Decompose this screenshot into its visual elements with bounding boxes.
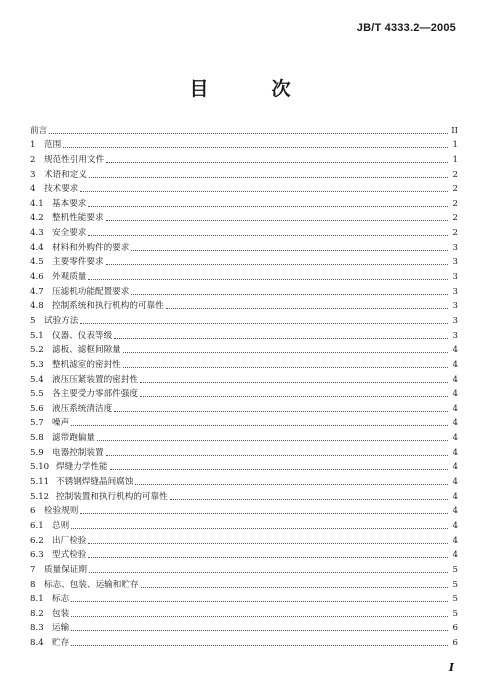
dot-leader xyxy=(110,468,448,470)
toc-entry-title: 材料和外购件的要求 xyxy=(52,242,130,253)
toc-entry-number: 5.9 xyxy=(30,447,44,458)
toc-entry-number: 3 xyxy=(30,169,36,180)
dot-leader xyxy=(123,366,448,368)
toc-entry-title: 型式检验 xyxy=(52,550,87,561)
dot-leader xyxy=(131,249,448,251)
page-number: I xyxy=(448,661,454,674)
toc-entry-title: 安全要求 xyxy=(52,228,87,239)
toc-entry-page: 3 xyxy=(452,272,458,283)
toc-entry[interactable] xyxy=(30,459,458,474)
dot-leader xyxy=(88,205,448,207)
toc-entry[interactable] xyxy=(30,268,458,283)
toc-entry-page: 2 xyxy=(452,198,458,209)
toc-entry-number: 6.1 xyxy=(30,520,44,531)
toc-entry-title: 整机性能要求 xyxy=(52,213,104,224)
toc-entry-title: 规范性引用文件 xyxy=(44,154,105,165)
toc-entry-page: 4 xyxy=(452,506,458,517)
toc-entry-page: 4 xyxy=(452,359,458,370)
toc-entry[interactable] xyxy=(30,195,458,210)
toc-entry-page: 2 xyxy=(452,213,458,224)
toc-entry-page: 2 xyxy=(452,184,458,195)
toc-entry[interactable] xyxy=(30,488,458,503)
toc-entry-title: 滤板、滤框间隙量 xyxy=(52,345,121,356)
toc-entry-title: 控制系统和执行机构的可靠性 xyxy=(52,301,164,312)
toc-entry-number: 8.1 xyxy=(30,594,44,605)
toc-entry-number: 5.5 xyxy=(30,389,44,400)
standard-code: JB/T 4333.2—2005 xyxy=(356,22,456,34)
dot-leader xyxy=(63,146,448,148)
toc-entry-number: 5.8 xyxy=(30,433,44,444)
table-of-contents xyxy=(30,122,458,649)
toc-entry-page: 3 xyxy=(452,330,458,341)
dot-leader xyxy=(106,161,448,163)
toc-entry-number: 5.4 xyxy=(30,374,44,385)
toc-entry-title: 试验方法 xyxy=(44,315,79,326)
toc-entry-number: 5.2 xyxy=(30,345,44,356)
toc-entry[interactable] xyxy=(30,122,458,137)
toc-entry[interactable] xyxy=(30,400,458,415)
toc-entry[interactable] xyxy=(30,503,458,518)
toc-entry-number: 5.11 xyxy=(30,477,50,488)
toc-entry-page: 5 xyxy=(452,564,458,575)
toc-entry-number: 8 xyxy=(30,579,36,590)
toc-entry[interactable] xyxy=(30,473,458,488)
toc-entry-title: 电器控制装置 xyxy=(52,447,104,458)
dot-leader xyxy=(97,439,448,441)
toc-entry[interactable] xyxy=(30,576,458,591)
dot-leader xyxy=(88,234,448,236)
toc-entry-page: 3 xyxy=(452,286,458,297)
dot-leader xyxy=(106,263,448,265)
toc-entry[interactable] xyxy=(30,327,458,342)
toc-entry-page: 3 xyxy=(452,315,458,326)
toc-entry[interactable] xyxy=(30,386,458,401)
toc-entry[interactable] xyxy=(30,210,458,225)
toc-entry-page: 4 xyxy=(452,491,458,502)
toc-entry[interactable] xyxy=(30,605,458,620)
toc-entry-number: 4.8 xyxy=(30,301,44,312)
dot-leader xyxy=(106,454,448,456)
dot-leader xyxy=(80,190,448,192)
toc-entry-title: 控制装置和执行机构的可靠性 xyxy=(56,491,168,502)
toc-entry-title: 压滤机功能配置要求 xyxy=(52,286,130,297)
dot-leader xyxy=(106,219,448,221)
dot-leader xyxy=(140,395,448,397)
toc-entry-page: 2 xyxy=(452,228,458,239)
toc-entry-number: 5.3 xyxy=(30,359,44,370)
toc-entry-page: 4 xyxy=(452,433,458,444)
toc-entry-number: 4.2 xyxy=(30,213,44,224)
toc-entry-number: 5.7 xyxy=(30,418,44,429)
dot-leader xyxy=(141,586,448,588)
toc-entry-title: 术语和定义 xyxy=(44,169,87,180)
toc-entry-number: 6 xyxy=(30,506,36,517)
dot-leader xyxy=(114,337,448,339)
toc-entry-number: 8.2 xyxy=(30,608,44,619)
dot-leader xyxy=(89,176,448,178)
toc-entry-number: 5.12 xyxy=(30,491,50,502)
toc-entry-title: 基本要求 xyxy=(52,198,87,209)
dot-leader xyxy=(89,571,448,573)
toc-entry-page: 6 xyxy=(452,638,458,649)
toc-entry[interactable] xyxy=(30,166,458,181)
dot-leader xyxy=(88,278,448,280)
toc-entry-title: 包装 xyxy=(52,608,70,619)
toc-entry-page: 5 xyxy=(452,594,458,605)
dot-leader xyxy=(71,615,448,617)
toc-entry-title: 噪声 xyxy=(52,418,70,429)
toc-entry[interactable] xyxy=(30,283,458,298)
toc-entry-title: 不锈钢焊缝晶间腐蚀 xyxy=(56,477,134,488)
toc-entry-title: 主要零件要求 xyxy=(52,257,104,268)
dot-leader xyxy=(166,307,448,309)
toc-entry-page: 3 xyxy=(452,257,458,268)
toc-entry-number: 8.3 xyxy=(30,623,44,634)
toc-entry[interactable] xyxy=(30,561,458,576)
toc-entry[interactable] xyxy=(30,181,458,196)
toc-entry-number: 5.1 xyxy=(30,330,44,341)
toc-entry[interactable] xyxy=(30,342,458,357)
toc-entry-number: 4.5 xyxy=(30,257,44,268)
dot-leader xyxy=(80,512,448,514)
toc-entry-title: 技术要求 xyxy=(44,184,79,195)
toc-entry-title: 范围 xyxy=(44,140,62,151)
dot-leader xyxy=(135,483,448,485)
toc-entry-title: 焊缝力学性能 xyxy=(56,462,108,473)
toc-entry-number: 4.3 xyxy=(30,228,44,239)
dot-leader xyxy=(123,351,448,353)
toc-entry[interactable] xyxy=(30,634,458,649)
toc-entry[interactable] xyxy=(30,415,458,430)
toc-entry-page: 4 xyxy=(452,462,458,473)
dot-leader xyxy=(71,644,448,646)
toc-entry-title: 标志 xyxy=(52,594,70,605)
dot-leader xyxy=(49,132,448,134)
toc-entry-page: 1 xyxy=(452,140,458,151)
toc-entry-page: 4 xyxy=(452,374,458,385)
toc-entry[interactable] xyxy=(30,224,458,239)
toc-entry-page: 4 xyxy=(452,520,458,531)
toc-entry-page: II xyxy=(451,125,458,136)
toc-entry-page: 3 xyxy=(452,301,458,312)
toc-entry-page: 4 xyxy=(452,418,458,429)
toc-entry-title: 质量保证期 xyxy=(44,564,87,575)
dot-leader xyxy=(114,410,448,412)
toc-entry-title: 液压系统清洁度 xyxy=(52,403,113,414)
toc-entry-title: 出厂检验 xyxy=(52,535,87,546)
toc-entry-title: 滤带跑偏量 xyxy=(52,433,95,444)
dot-leader xyxy=(71,629,448,631)
dot-leader xyxy=(170,498,448,500)
toc-entry-page: 6 xyxy=(452,623,458,634)
dot-leader xyxy=(88,542,448,544)
toc-entry[interactable] xyxy=(30,137,458,152)
toc-entry-page: 4 xyxy=(452,447,458,458)
toc-entry-title: 运输 xyxy=(52,623,70,634)
toc-entry-title: 仪器、仪表等级 xyxy=(52,330,113,341)
toc-entry-page: 3 xyxy=(452,242,458,253)
toc-entry-page: 4 xyxy=(452,345,458,356)
toc-entry-number: 4.4 xyxy=(30,242,44,253)
toc-entry-number: 4.6 xyxy=(30,272,44,283)
toc-entry[interactable] xyxy=(30,239,458,254)
toc-entry-title: 整机滤室的密封性 xyxy=(52,359,121,370)
toc-entry-number: 6.3 xyxy=(30,550,44,561)
toc-entry-number: 4.7 xyxy=(30,286,44,297)
toc-entry[interactable] xyxy=(30,444,458,459)
toc-entry-title: 各主要受力零部件强度 xyxy=(52,389,138,400)
toc-entry-page: 4 xyxy=(452,535,458,546)
toc-entry-page: 4 xyxy=(452,403,458,414)
toc-entry-number: 5.10 xyxy=(30,462,50,473)
page-title: 目 次 xyxy=(189,78,313,100)
toc-entry[interactable] xyxy=(30,371,458,386)
toc-entry-number: 1 xyxy=(30,140,36,151)
toc-entry-page: 5 xyxy=(452,608,458,619)
toc-entry-number: 7 xyxy=(30,564,36,575)
toc-entry-page: 4 xyxy=(452,389,458,400)
toc-entry[interactable] xyxy=(30,298,458,313)
toc-entry[interactable] xyxy=(30,312,458,327)
toc-entry-title: 前言 xyxy=(30,125,48,136)
toc-entry-number: 5 xyxy=(30,315,36,326)
toc-entry[interactable] xyxy=(30,254,458,269)
toc-entry[interactable] xyxy=(30,547,458,562)
toc-entry[interactable] xyxy=(30,620,458,635)
toc-entry-page: 2 xyxy=(452,169,458,180)
dot-leader xyxy=(88,556,448,558)
dot-leader xyxy=(71,527,448,529)
toc-entry-number: 5.6 xyxy=(30,403,44,414)
dot-leader xyxy=(71,424,448,426)
toc-entry[interactable] xyxy=(30,591,458,606)
dot-leader xyxy=(80,322,448,324)
toc-entry-page: 4 xyxy=(452,477,458,488)
toc-entry-title: 检验规则 xyxy=(44,506,79,517)
toc-entry-number: 4.1 xyxy=(30,198,44,209)
toc-entry-title: 外观质量 xyxy=(52,272,87,283)
toc-entry-title: 液压压紧装置的密封性 xyxy=(52,374,138,385)
toc-entry-number: 4 xyxy=(30,184,36,195)
toc-entry-page: 1 xyxy=(452,154,458,165)
toc-entry[interactable] xyxy=(30,429,458,444)
dot-leader xyxy=(140,381,448,383)
toc-entry[interactable] xyxy=(30,532,458,547)
dot-leader xyxy=(131,293,448,295)
dot-leader xyxy=(71,600,448,602)
toc-entry-number: 2 xyxy=(30,154,36,165)
toc-entry-page: 5 xyxy=(452,579,458,590)
toc-entry-number: 8.4 xyxy=(30,638,44,649)
toc-entry-title: 贮存 xyxy=(52,638,70,649)
toc-entry-title: 标志、包装、运输和贮存 xyxy=(44,579,139,590)
toc-entry-page: 4 xyxy=(452,550,458,561)
toc-entry[interactable] xyxy=(30,517,458,532)
toc-entry-number: 6.2 xyxy=(30,535,44,546)
toc-entry[interactable] xyxy=(30,151,458,166)
toc-entry[interactable] xyxy=(30,356,458,371)
toc-entry-title: 总则 xyxy=(52,520,70,531)
